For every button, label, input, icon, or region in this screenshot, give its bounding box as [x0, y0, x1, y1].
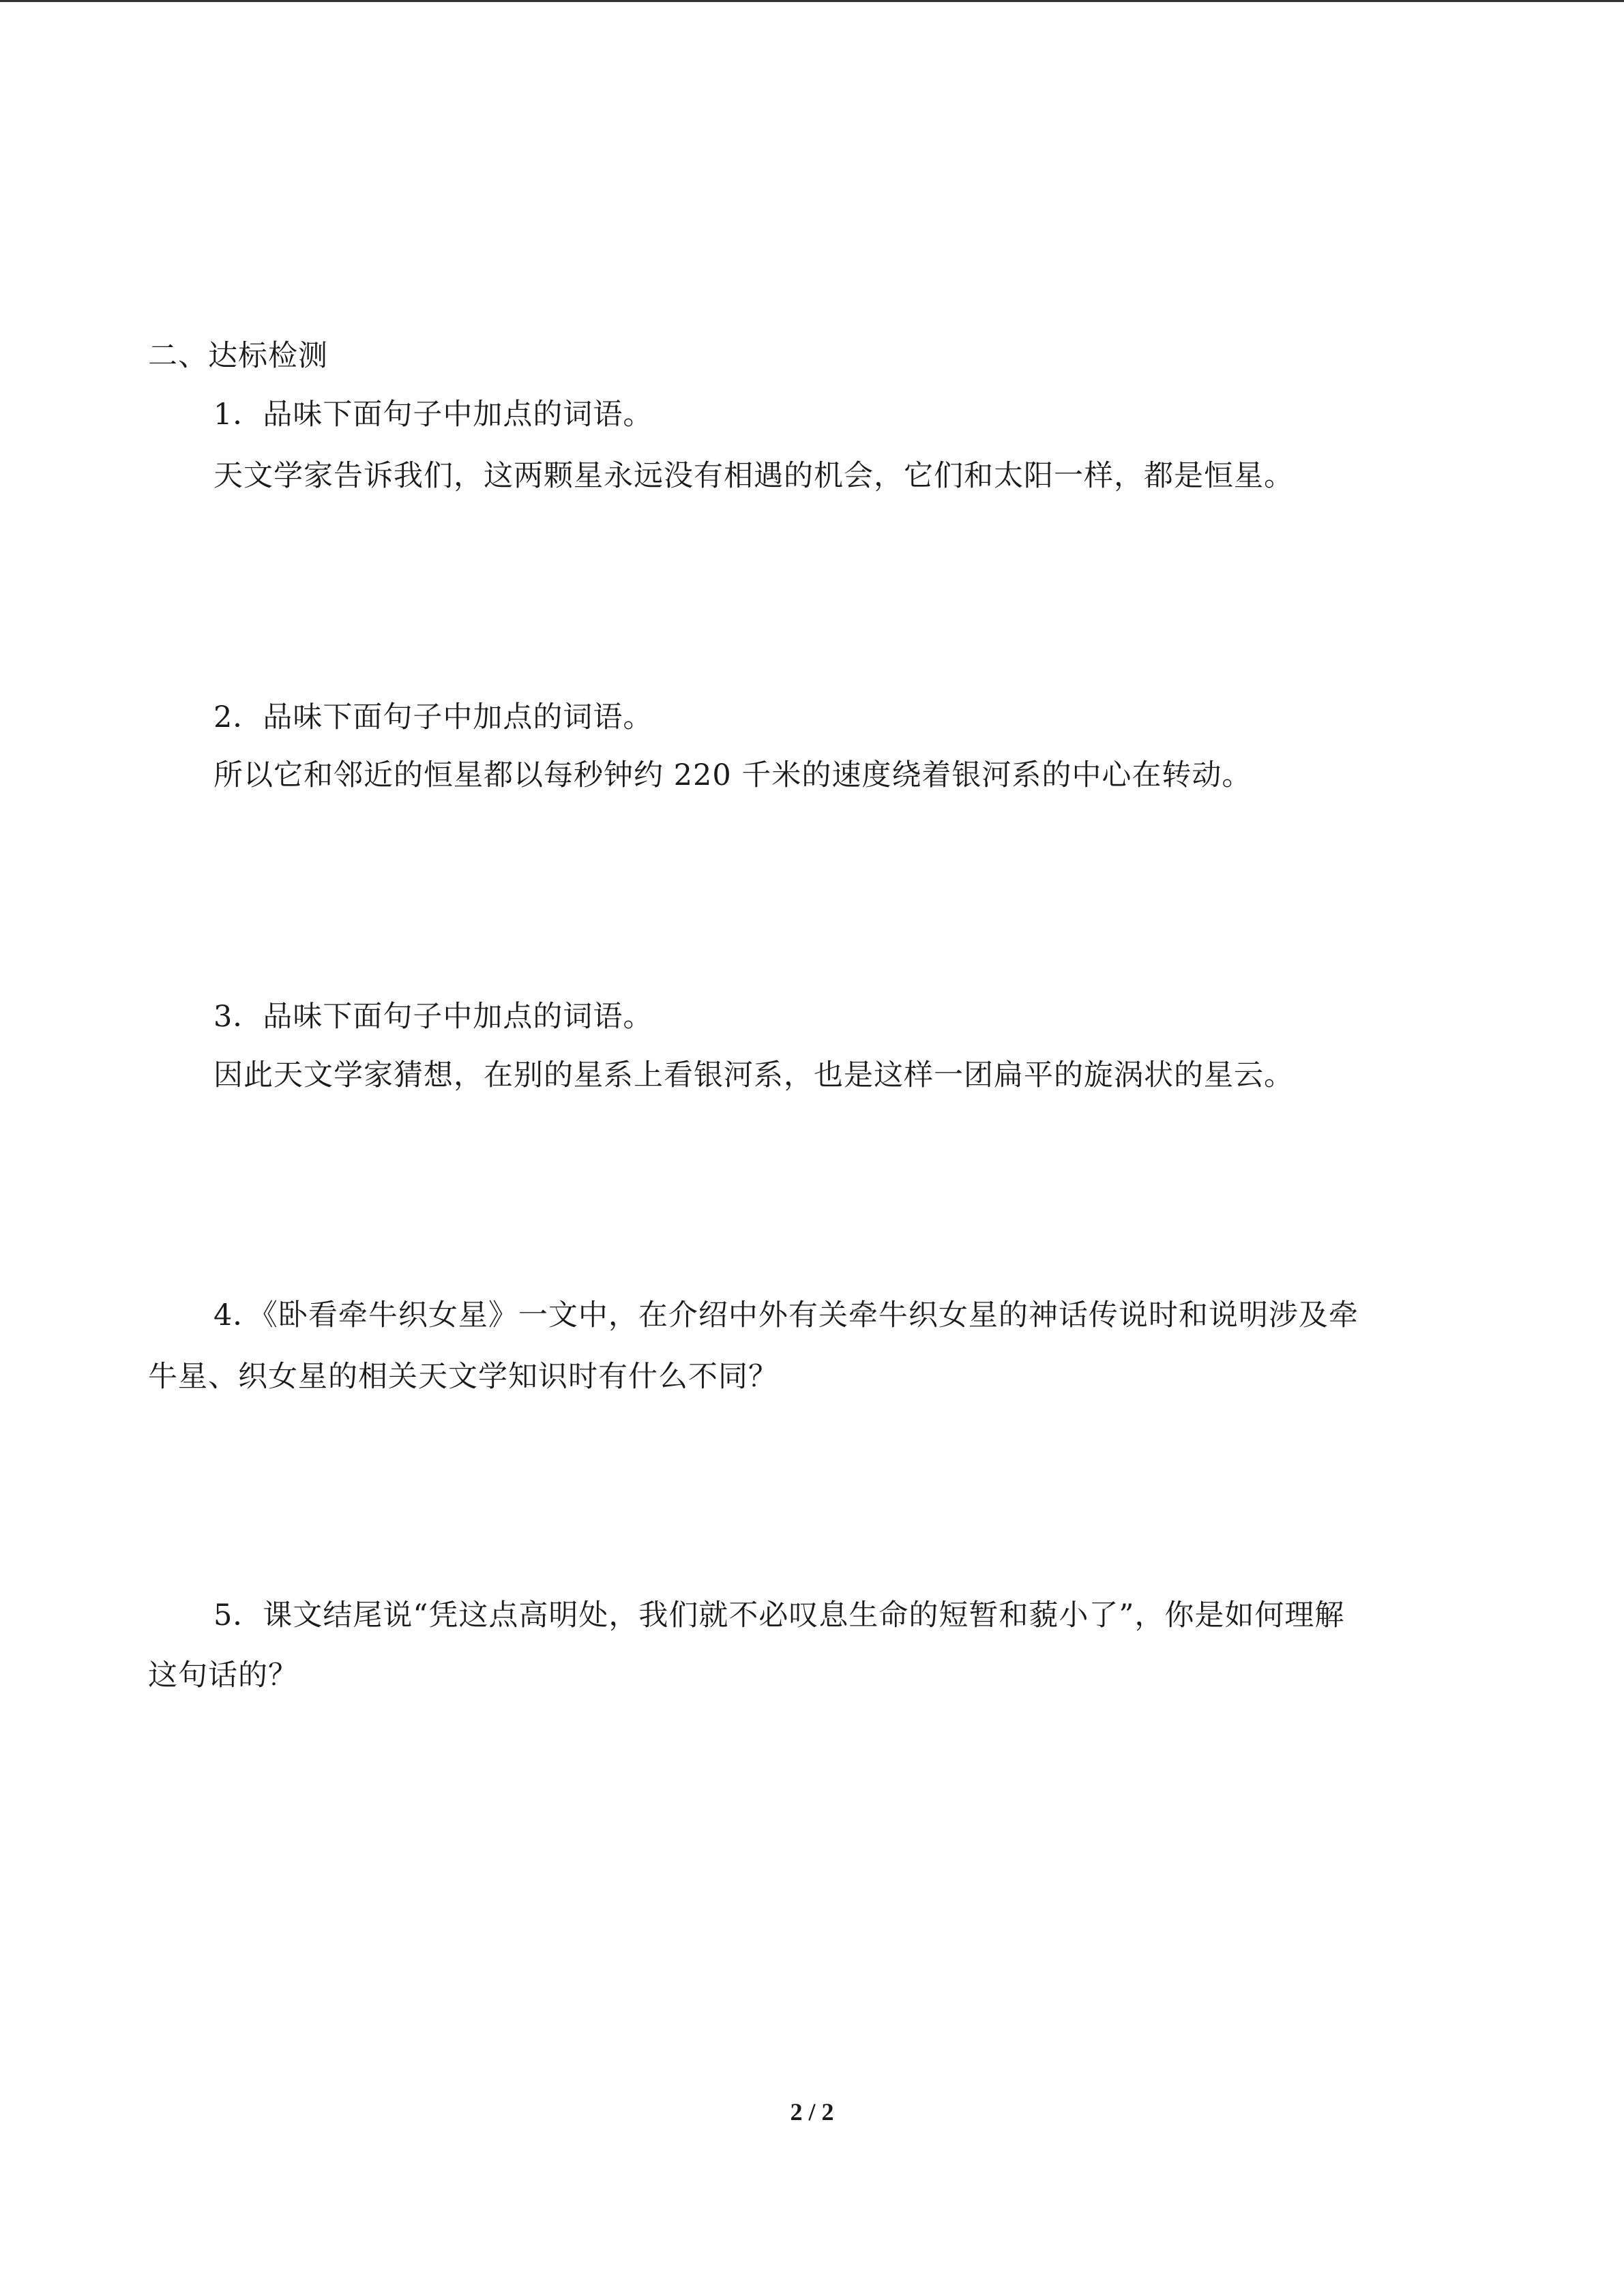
question-2-sentence: 所以它和邻近的恒星都以每秒钟约 220 千米的速度绕着银河系的中心在转动。 [213, 758, 1252, 792]
question-4-line-1: 4．《卧看牵牛织女星》一文中，在介绍中外有关牵牛织女星的神话传说时和说明涉及牵 [213, 1298, 1359, 1332]
question-1-prompt: 1．品味下面句子中加点的词语。 [213, 398, 653, 432]
question-4-line-2: 牛星、织女星的相关天文学知识时有什么不同？ [148, 1360, 778, 1394]
question-3-prompt: 3．品味下面句子中加点的词语。 [213, 1000, 653, 1034]
question-1-sentence: 天文学家告诉我们，这两颗星永远没有相遇的机会，它们和太阳一样，都是恒星。 [213, 459, 1294, 493]
page-top-border [0, 0, 1624, 2]
page-number: 2 / 2 [790, 2098, 834, 2126]
question-5-line-1: 5．课文结尾说“凭这点高明处，我们就不必叹息生命的短暂和藐小了”，你是如何理解 [213, 1598, 1345, 1632]
question-2-prompt: 2．品味下面句子中加点的词语。 [213, 700, 653, 734]
section-heading: 二、达标检测 [148, 339, 328, 373]
question-5-line-2: 这句话的？ [148, 1658, 298, 1693]
question-3-sentence: 因此天文学家猜想，在别的星系上看银河系，也是这样一团扁平的旋涡状的星云。 [213, 1058, 1294, 1092]
